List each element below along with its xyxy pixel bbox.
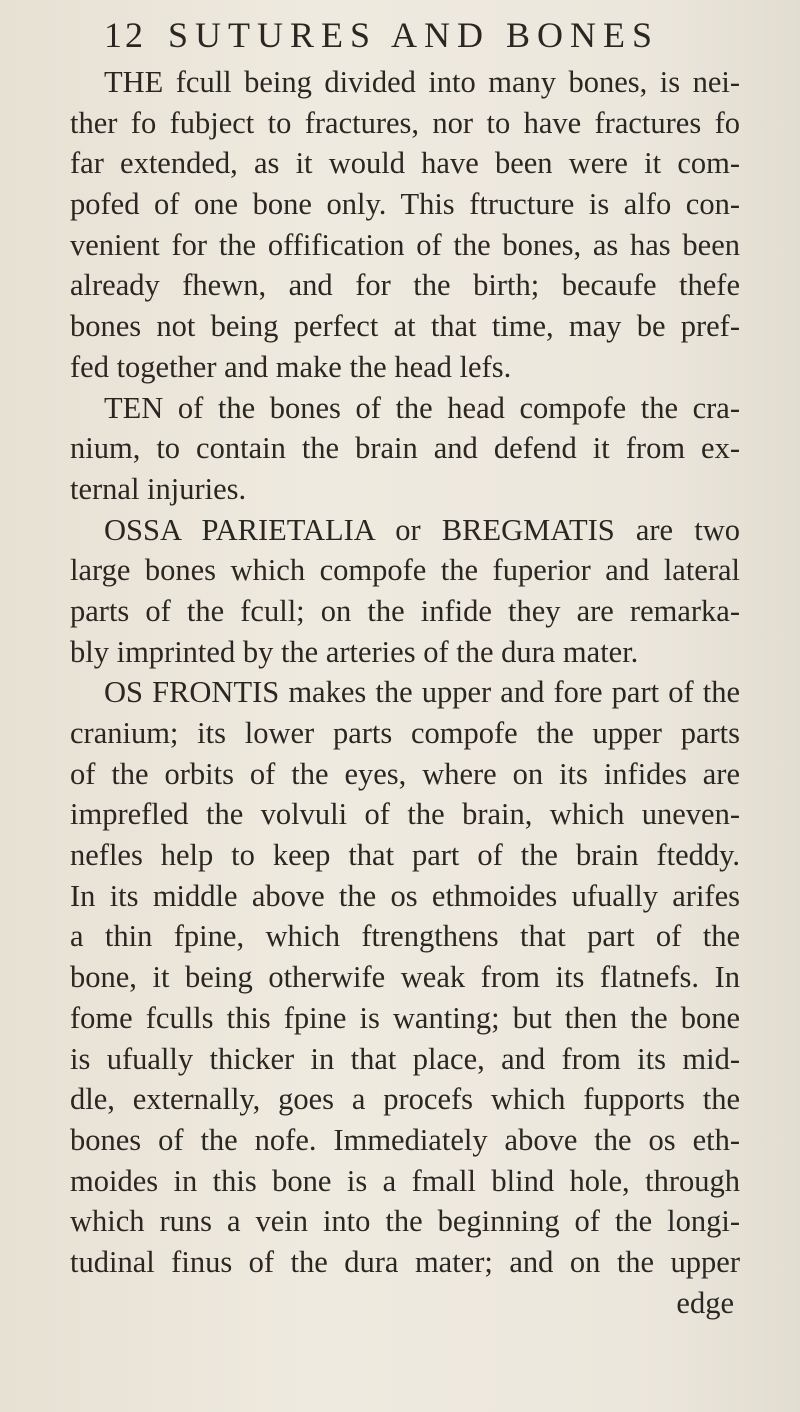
text-line: dle, externally, goes a procefs which fupports the <box>70 1082 740 1117</box>
text-line: a thin fpine, which ftrengthens that part of the <box>70 919 740 954</box>
body-text <box>70 62 740 1323</box>
text-line: imprefled the volvuli of the brain, which uneven- <box>70 797 740 832</box>
catchword: edge <box>676 1285 734 1320</box>
text-line: large bones which compofe the fuperior and lateral <box>70 553 740 588</box>
running-title: SUTURES AND BONES <box>168 15 660 55</box>
text-line: which runs a vein into the beginning of the longi- <box>70 1204 740 1239</box>
text-line: far extended, as it would have been were it com- <box>70 146 740 181</box>
text-line: moides in this bone is a fmall blind hole, through <box>70 1163 740 1198</box>
text-line: bly imprinted by the arteries of the dura mater. <box>70 634 639 669</box>
text-line: OS FRONTIS makes the upper and fore part of the <box>104 675 740 710</box>
text-line: fome fculls this fpine is wanting; but then the bone <box>70 1000 740 1035</box>
text-line: already fhewn, and for the birth; becaufe thefe <box>70 268 740 303</box>
text-line: nium, to contain the brain and defend it from ex- <box>70 431 740 466</box>
page-number: 12 <box>104 15 146 55</box>
text-line: TEN of the bones of the head compofe the cra- <box>104 390 740 425</box>
text-line: parts of the fcull; on the infide they are remarka- <box>70 593 740 628</box>
text-line: bone, it being otherwife weak from its flatnefs. In <box>70 960 740 995</box>
text-line: pofed of one bone only. This ftructure is alfo con- <box>70 187 740 222</box>
text-line: cranium; its lower parts compofe the upper parts <box>70 716 740 750</box>
text-line: venient for the offification of the bones, as has been <box>70 227 740 262</box>
text-line: tudinal finus of the dura mater; and on the upper <box>70 1244 740 1279</box>
text-line: is ufually thicker in that place, and from its mid- <box>70 1041 740 1076</box>
text-line: bones not being perfect at that time, may be pref- <box>70 309 740 344</box>
running-head <box>104 14 724 66</box>
text-line: bones of the nofe. Immediately above the os eth- <box>70 1122 740 1157</box>
text-line: THE fcull being divided into many bones, is nei- <box>104 65 740 99</box>
text-line: of the orbits of the eyes, where on its infides are <box>70 756 740 791</box>
text-line: In its middle above the os ethmoides ufually arifes <box>70 878 740 913</box>
text-line: OSSA PARIETALIA or BREGMATIS are two <box>104 512 740 547</box>
text-line: nefles help to keep that part of the brain fteddy. <box>70 838 740 873</box>
text-line: fed together and make the head lefs. <box>70 349 512 384</box>
text-line: ternal injuries. <box>70 471 247 506</box>
text-line: ther fo fubject to fractures, nor to have fractures fo <box>70 105 740 140</box>
